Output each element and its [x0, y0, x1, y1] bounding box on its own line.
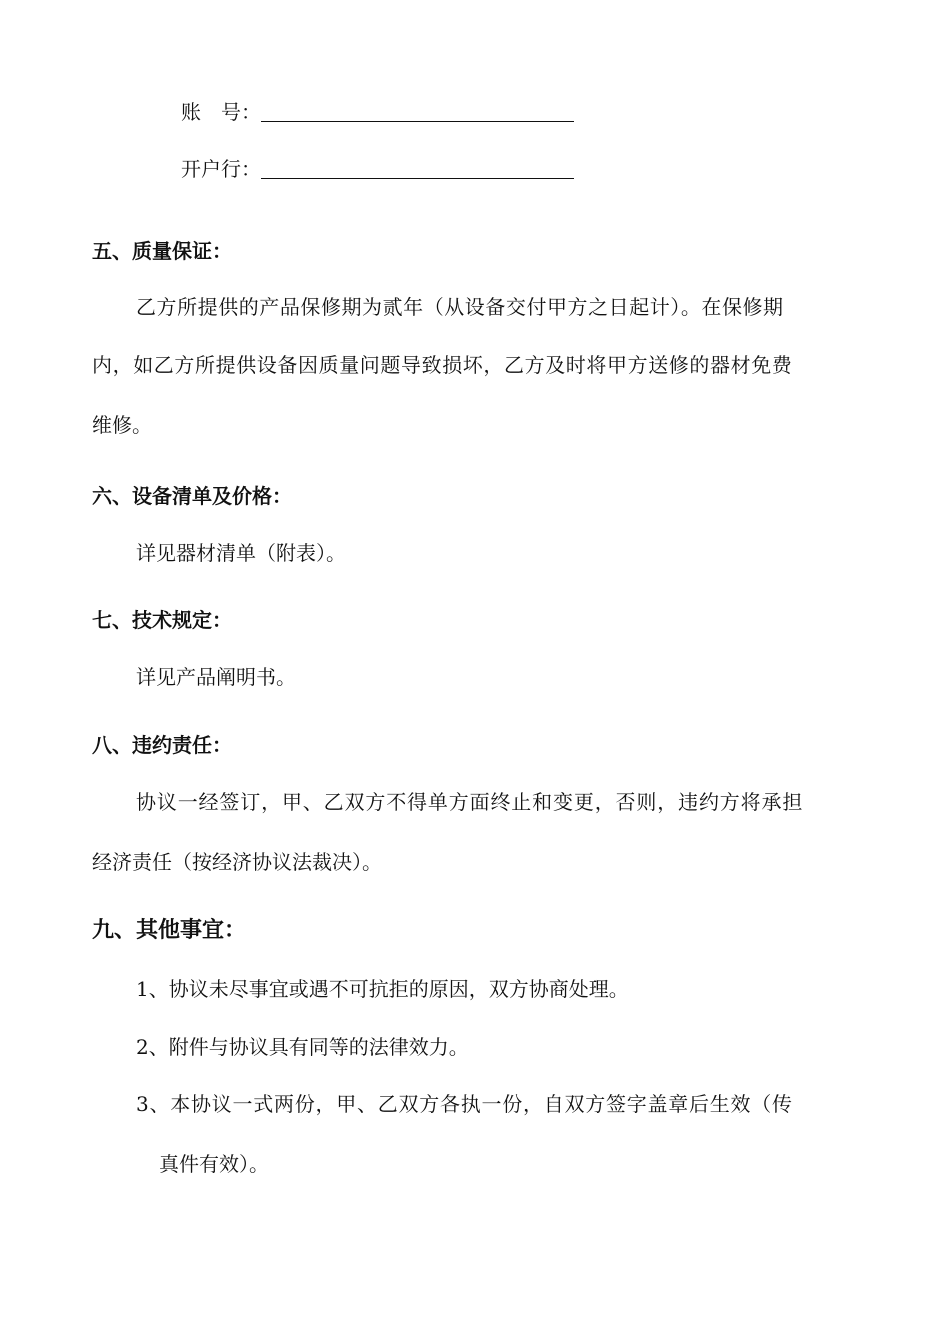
- section-heading-equipment: 六、设备清单及价格：: [92, 484, 292, 508]
- section-heading-breach: 八、违约责任：: [92, 733, 232, 757]
- bank-blank-line: [261, 158, 574, 179]
- section-heading-tech: 七、技术规定：: [92, 608, 232, 632]
- other-item-2: 2、附件与协议具有同等的法律效力。: [136, 1035, 469, 1059]
- quality-text-line-2: 内，如乙方所提供设备因质量问题导致损坏，乙方及时将甲方送修的器材免费: [92, 353, 793, 377]
- section-heading-quality: 五、质量保证：: [92, 239, 232, 263]
- quality-text-1: 乙方所提供的产品保修期为贰年（从设备交付甲方之日起计）。在保修期: [136, 295, 784, 319]
- quality-text-line-3: 维修。: [92, 413, 152, 437]
- bank-field: [181, 155, 574, 183]
- account-label: 账 号：: [181, 100, 261, 124]
- equipment-text-line-1: 详见器材清单（附表）。: [136, 541, 346, 565]
- tech-text-line-1: 详见产品阐明书。: [136, 665, 296, 689]
- breach-text-line-2: 经济责任（按经济协议法裁决）。: [92, 850, 382, 874]
- section-heading-other: 九、其他事宜：: [92, 917, 247, 943]
- other-item-1: 1、协议未尽事宜或遇不可抗拒的原因，双方协商处理。: [136, 977, 629, 1001]
- other-item-3-line-2: 真件有效）。: [159, 1152, 269, 1176]
- breach-text-line-1: 协议一经签订，甲、乙双方不得单方面终止和变更，否则，违约方将承担: [136, 790, 804, 814]
- account-blank-line: [261, 101, 574, 122]
- quality-text-line-1: [92, 293, 858, 321]
- other-item-3-line-1: 3、本协议一式两份，甲、乙双方各执一份，自双方签字盖章后生效（传: [136, 1092, 793, 1116]
- account-field: [181, 98, 574, 126]
- bank-label: 开户行：: [181, 157, 261, 181]
